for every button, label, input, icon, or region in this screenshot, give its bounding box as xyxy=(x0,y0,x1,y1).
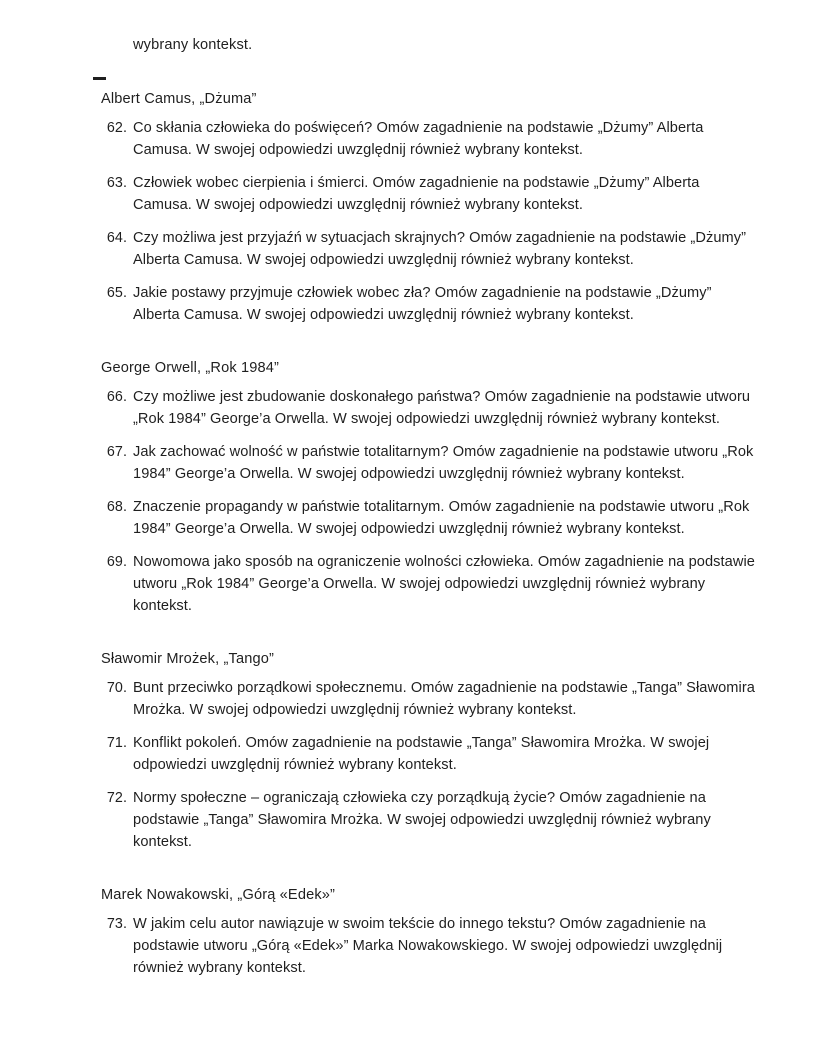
section-heading: Sławomir Mrożek, „Tango” xyxy=(101,651,274,667)
topic-item xyxy=(101,787,761,853)
topic-item xyxy=(101,913,761,979)
topic-item-number: 71. xyxy=(106,735,127,751)
topic-item-text: Jakie postawy przyjmuje człowiek wobec zła? Omów zagadnienie na podstawie „Dżumy” Alberta Camusa. W swojej odpowiedzi uwzględnij również wybrany kontekst. xyxy=(133,285,712,323)
topic-item xyxy=(101,282,761,326)
topic-item-text: W jakim celu autor nawiązuje w swoim tekście do innego tekstu? Omów zagadnienie na podstawie utworu „Górą «Edek»” Marka Nowakowskiego. W swojej odpowiedzi uwzględnij również wybrany kontekst. xyxy=(133,916,723,976)
topic-item xyxy=(101,732,761,776)
topic-item-text: Czy możliwe jest zbudowanie doskonałego państwa? Omów zagadnienie na podstawie utworu „Rok 1984” George’a Orwella. W swojej odpowiedzi uwzględnij również wybrany kontekst. xyxy=(133,389,751,427)
topic-item-number: 62. xyxy=(106,120,127,136)
continuation-text: wybrany kontekst. xyxy=(133,37,253,53)
topic-item-number: 63. xyxy=(106,175,127,191)
author-section xyxy=(101,648,761,853)
author-section xyxy=(101,88,761,326)
topic-item xyxy=(101,677,761,721)
topic-item-number: 65. xyxy=(106,285,127,301)
topic-item-text: Jak zachować wolność w państwie totalitarnym? Omów zagadnienie na podstawie utworu „Rok 1984” George’a Orwella. W swojej odpowiedzi uwzględnij również wybrany kontekst. xyxy=(133,444,754,482)
topic-item-number: 68. xyxy=(106,499,127,515)
section-heading: George Orwell, „Rok 1984” xyxy=(101,360,280,376)
topic-item-number: 70. xyxy=(106,680,127,696)
topic-item-text: Konflikt pokoleń. Omów zagadnienie na podstawie „Tanga” Sławomira Mrożka. W swojej odpowiedzi uwzględnij również wybrany kontekst. xyxy=(133,735,710,773)
topic-item-text: Nowomowa jako sposób na ograniczenie wolności człowieka. Omów zagadnienie na podstawie utworu „Rok 1984” George’a Orwella. W swojej odpowiedzi uwzględnij również wybrany kontekst. xyxy=(133,554,755,614)
topic-item-text: Normy społeczne – ograniczają człowieka czy porządkują życie? Omów zagadnienie na podstawie „Tanga” Sławomira Mrożka. W swojej odpowiedzi uwzględnij również wybrany kontekst. xyxy=(133,790,711,850)
topic-item-number: 66. xyxy=(106,389,127,405)
topic-list xyxy=(101,386,761,617)
topic-sections-container xyxy=(101,88,761,979)
topic-item-text: Człowiek wobec cierpienia i śmierci. Omów zagadnienie na podstawie „Dżumy” Alberta Camusa. W swojej odpowiedzi uwzględnij również wybrany kontekst. xyxy=(133,175,700,213)
topic-item xyxy=(101,172,761,216)
author-section xyxy=(101,884,761,979)
topic-item xyxy=(101,551,761,617)
topic-item xyxy=(101,117,761,161)
topic-list xyxy=(101,913,761,979)
topic-item-number: 72. xyxy=(106,790,127,806)
topic-item-text: Bunt przeciwko porządkowi społecznemu. Omów zagadnienie na podstawie „Tanga” Sławomira Mrożka. W swojej odpowiedzi uwzględnij również wybrany kontekst. xyxy=(133,680,755,718)
section-heading: Albert Camus, „Dżuma” xyxy=(101,91,257,107)
topic-item-text: Czy możliwa jest przyjaźń w sytuacjach skrajnych? Omów zagadnienie na podstawie „Dżumy” Alberta Camusa. W swojej odpowiedzi uwzględnij również wybrany kontekst. xyxy=(133,230,747,268)
topic-item-number: 67. xyxy=(106,444,127,460)
topic-item-number: 73. xyxy=(106,916,127,932)
horizontal-dash-icon xyxy=(93,77,106,80)
topic-list xyxy=(101,677,761,853)
topic-item-number: 69. xyxy=(106,554,127,570)
topic-item-text: Znaczenie propagandy w państwie totalitarnym. Omów zagadnienie na podstawie utworu „Rok 1984” George’a Orwella. W swojej odpowiedzi uwzględnij również wybrany kontekst. xyxy=(133,499,750,537)
topic-item xyxy=(101,496,761,540)
topic-item xyxy=(101,227,761,271)
topic-item-text: Co skłania człowieka do poświęceń? Omów zagadnienie na podstawie „Dżumy” Alberta Camusa. W swojej odpowiedzi uwzględnij również wybrany kontekst. xyxy=(133,120,704,158)
author-section xyxy=(101,357,761,617)
topic-list xyxy=(101,117,761,326)
topic-item xyxy=(101,386,761,430)
topic-item xyxy=(101,441,761,485)
topic-item-number: 64. xyxy=(106,230,127,246)
section-heading: Marek Nowakowski, „Górą «Edek»” xyxy=(101,887,336,903)
